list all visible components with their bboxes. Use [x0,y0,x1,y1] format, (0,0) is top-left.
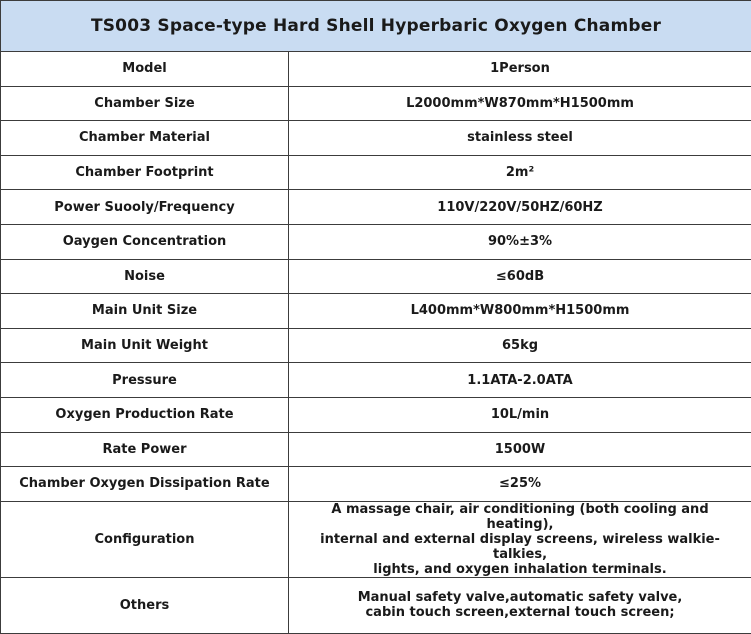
spec-label: Chamber Oxygen Dissipation Rate [1,467,289,502]
table-row [1,363,751,398]
table-row [1,328,751,363]
table-row [1,86,751,121]
spec-value: 65kg [289,328,751,363]
spec-label: Oxygen Production Rate [1,397,289,432]
table-row [1,52,751,87]
spec-label: Model [1,52,289,87]
spec-label: Power Suooly/Frequency [1,190,289,225]
spec-value: 1500W [289,432,751,467]
spec-label: Pressure [1,363,289,398]
spec-label: Main Unit Weight [1,328,289,363]
spec-value: ≤25% [289,467,751,502]
spec-value: L2000mm*W870mm*H1500mm [289,86,751,121]
table-title: TS003 Space-type Hard Shell Hyperbaric Oxygen Chamber [1,1,751,52]
table-row [1,397,751,432]
spec-value: A massage chair, air conditioning (both cooling and heating), internal and external display screens, wireless walkie-talkies, lights, and oxygen inhalation terminals. [289,501,751,577]
spec-value: 1Person [289,52,751,87]
spec-value: stainless steel [289,121,751,156]
spec-label: Noise [1,259,289,294]
spec-value: 1.1ATA-2.0ATA [289,363,751,398]
table-row [1,501,751,577]
spec-value: 90%±3% [289,224,751,259]
spec-value: 110V/220V/50HZ/60HZ [289,190,751,225]
spec-label: Configuration [1,501,289,577]
spec-label: Oaygen Concentration [1,224,289,259]
spec-value: L400mm*W800mm*H1500mm [289,294,751,329]
spec-label: Chamber Size [1,86,289,121]
title-row [1,1,751,52]
spec-label: Chamber Material [1,121,289,156]
table-row [1,467,751,502]
table-row [1,294,751,329]
spec-value: 2m² [289,155,751,190]
table-row [1,259,751,294]
table-row [1,121,751,156]
spec-label: Chamber Footprint [1,155,289,190]
table-row [1,224,751,259]
table-row [1,577,751,633]
table-row [1,155,751,190]
spec-label: Main Unit Size [1,294,289,329]
spec-value: ≤60dB [289,259,751,294]
spec-label: Others [1,577,289,633]
table-row [1,432,751,467]
table-row [1,190,751,225]
spec-value: 10L/min [289,397,751,432]
spec-label: Rate Power [1,432,289,467]
spec-value: Manual safety valve,automatic safety valve, cabin touch screen,external touch screen; [289,577,751,633]
